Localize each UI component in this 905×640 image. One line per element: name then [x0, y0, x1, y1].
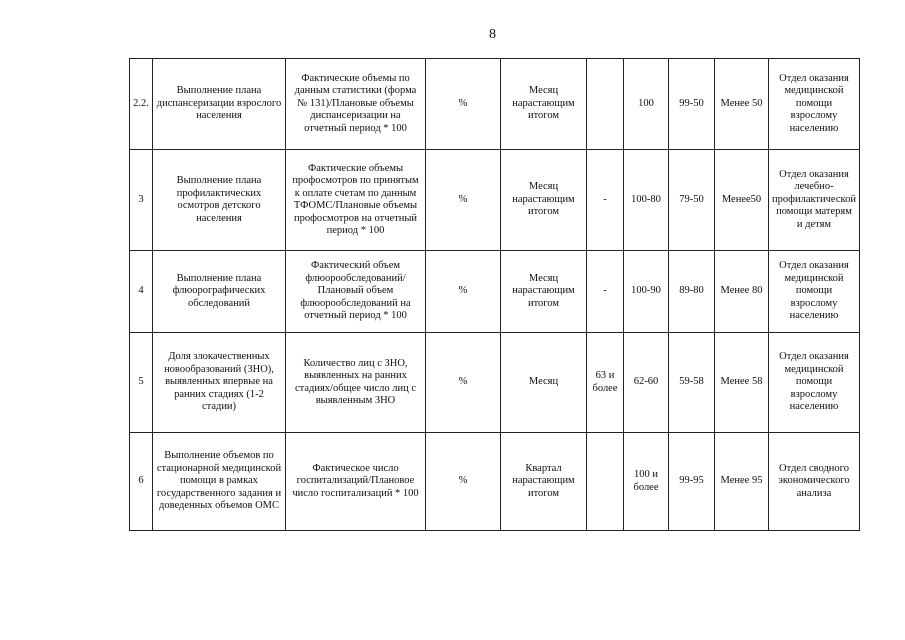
- value-cell-9: Менее 80: [715, 251, 769, 333]
- period-cell: Месяц нарастающим итогом: [501, 150, 587, 251]
- value-cell-9: Менее 58: [715, 333, 769, 433]
- value-cell-6: [587, 59, 624, 150]
- table-row: [130, 333, 860, 433]
- period-cell: Месяц нарастающим итогом: [501, 59, 587, 150]
- table-row: [130, 251, 860, 333]
- calculation-formula: Фактические объемы профосмотров по принятым к оплате счетам по данным ТФОМС/Плановые объемы профосмотров на отчетный период * 100: [286, 150, 426, 251]
- value-cell-7: 100 и более: [624, 433, 669, 531]
- row-number: 2.2.: [130, 59, 153, 150]
- value-cell-6: [587, 433, 624, 531]
- unit-cell: %: [426, 59, 501, 150]
- value-cell-8: 89-80: [669, 251, 715, 333]
- row-number: 5: [130, 333, 153, 433]
- row-number: 3: [130, 150, 153, 251]
- value-cell-8: 99-50: [669, 59, 715, 150]
- responsible-department: Отдел оказания медицинской помощи взрослому населению: [769, 251, 860, 333]
- indicators-table: [129, 58, 860, 531]
- period-cell: Месяц: [501, 333, 587, 433]
- value-cell-7: 100: [624, 59, 669, 150]
- unit-cell: %: [426, 433, 501, 531]
- indicator-name: Выполнение плана профилактических осмотров детского населения: [153, 150, 286, 251]
- calculation-formula: Количество лиц с ЗНО, выявленных на ранних стадиях/общее число лиц с выявленным ЗНО: [286, 333, 426, 433]
- row-number: 6: [130, 433, 153, 531]
- unit-cell: %: [426, 333, 501, 433]
- indicator-name: Выполнение плана флюорографических обследований: [153, 251, 286, 333]
- responsible-department: Отдел оказания медицинской помощи взрослому населению: [769, 333, 860, 433]
- unit-cell: %: [426, 150, 501, 251]
- value-cell-9: Менее 95: [715, 433, 769, 531]
- indicator-name: Выполнение плана диспансеризации взрослого населения: [153, 59, 286, 150]
- table-row: [130, 150, 860, 251]
- value-cell-8: 79-50: [669, 150, 715, 251]
- value-cell-7: 100-90: [624, 251, 669, 333]
- row-number: 4: [130, 251, 153, 333]
- value-cell-6: -: [587, 150, 624, 251]
- table-row: [130, 59, 860, 150]
- value-cell-6: -: [587, 251, 624, 333]
- period-cell: Месяц нарастающим итогом: [501, 251, 587, 333]
- indicator-name: Доля злокачественных новообразований (ЗНО), выявленных впервые на ранних стадиях (1-2 стадии): [153, 333, 286, 433]
- responsible-department: Отдел оказания лечебно-профилактической помощи матерям и детям: [769, 150, 860, 251]
- calculation-formula: Фактическое число госпитализаций/Плановое число госпитализаций * 100: [286, 433, 426, 531]
- indicator-name: Выполнение объемов по стационарной медицинской помощи в рамках государственного задания и доведенных объемов ОМС: [153, 433, 286, 531]
- responsible-department: Отдел сводного экономического анализа: [769, 433, 860, 531]
- period-cell: Квартал нарастающим итогом: [501, 433, 587, 531]
- page-number: 8: [489, 27, 496, 42]
- calculation-formula: Фактические объемы по данным статистики (форма № 131)/Плановые объемы диспансеризации на отчетный период * 100: [286, 59, 426, 150]
- value-cell-8: 99-95: [669, 433, 715, 531]
- value-cell-6: 63 и более: [587, 333, 624, 433]
- value-cell-8: 59-58: [669, 333, 715, 433]
- unit-cell: %: [426, 251, 501, 333]
- value-cell-9: Менее 50: [715, 59, 769, 150]
- table-row: [130, 433, 860, 531]
- responsible-department: Отдел оказания медицинской помощи взрослому населению: [769, 59, 860, 150]
- value-cell-7: 62-60: [624, 333, 669, 433]
- value-cell-7: 100-80: [624, 150, 669, 251]
- calculation-formula: Фактический объем флюорообследований/Плановый объем флюорообследований на отчетный период * 100: [286, 251, 426, 333]
- value-cell-9: Менее50: [715, 150, 769, 251]
